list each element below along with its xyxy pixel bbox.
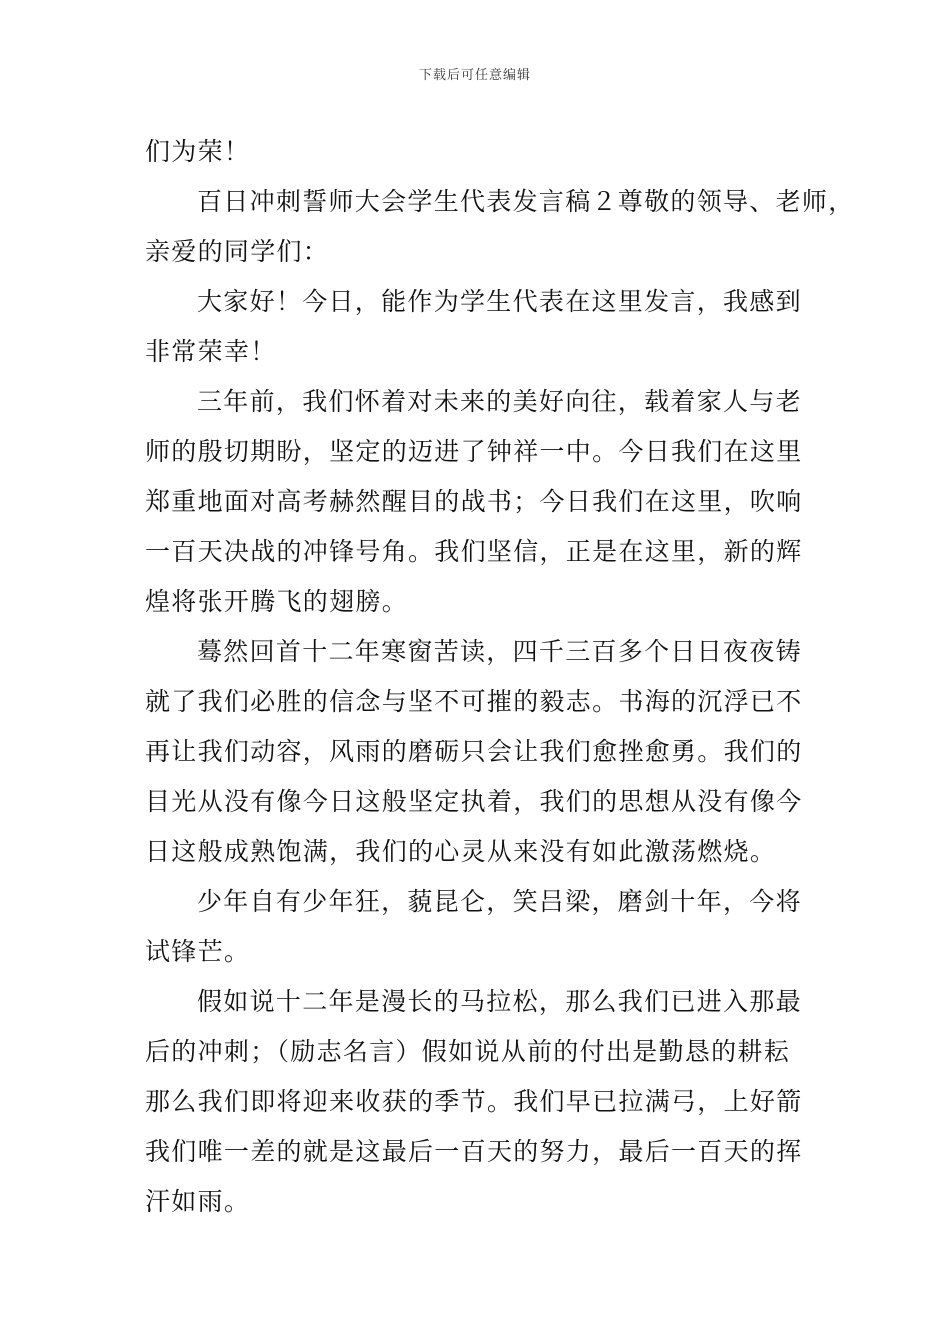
- text-line: 再让我们动容，风雨的磨砺只会让我们愈挫愈勇。我们的: [145, 737, 803, 766]
- text-line: 非常荣幸！: [145, 337, 277, 366]
- text-line: 假如说十二年是漫长的马拉松，那么我们已进入那最: [197, 987, 802, 1016]
- text-line: 一百天决战的冲锋号角。我们坚信，正是在这里，新的辉: [145, 537, 803, 566]
- text-line: 百日冲刺誓师大会学生代表发言稿２尊敬的领导、老师，: [197, 187, 855, 216]
- text-line: 三年前，我们怀着对未来的美好向往，载着家人与老: [197, 387, 802, 416]
- page-header: 下载后可任意编辑: [418, 68, 531, 83]
- text-line: 后的冲刺；（励志名言）假如说从前的付出是勤恳的耕耘: [145, 1037, 791, 1066]
- text-line: 试锋芒。: [145, 937, 251, 966]
- text-line: 那么我们即将迎来收获的季节。我们早已拉满弓，上好箭: [145, 1087, 803, 1116]
- text-line: 们为荣！: [145, 137, 251, 166]
- text-line: 蓦然回首十二年寒窗苦读，四千三百多个日日夜夜铸: [197, 637, 802, 666]
- text-line: 大家好！今日，能作为学生代表在这里发言，我感到: [197, 287, 802, 316]
- text-line: 煌将张开腾飞的翅膀。: [145, 587, 409, 616]
- text-line: 少年自有少年狂，藐昆仑，笑吕梁，磨剑十年，今将: [197, 887, 802, 916]
- text-line: 汗如雨。: [145, 1187, 251, 1216]
- text-line: 师的殷切期盼，坚定的迈进了钟祥一中。今日我们在这里: [145, 437, 803, 466]
- text-line: 我们唯一差的就是这最后一百天的努力，最后一百天的挥: [145, 1137, 803, 1166]
- text-line: 亲爱的同学们：: [145, 237, 330, 266]
- text-line: 目光从没有像今日这般坚定执着，我们的思想从没有像今: [145, 787, 803, 816]
- text-line: 就了我们必胜的信念与坚不可摧的毅志。书海的沉浮已不: [145, 687, 803, 716]
- text-line: 日这般成熟饱满，我们的心灵从来没有如此激荡燃烧。: [145, 837, 777, 866]
- document-body: [145, 127, 855, 1227]
- text-line: 郑重地面对高考赫然醒目的战书；今日我们在这里，吹响: [145, 487, 803, 516]
